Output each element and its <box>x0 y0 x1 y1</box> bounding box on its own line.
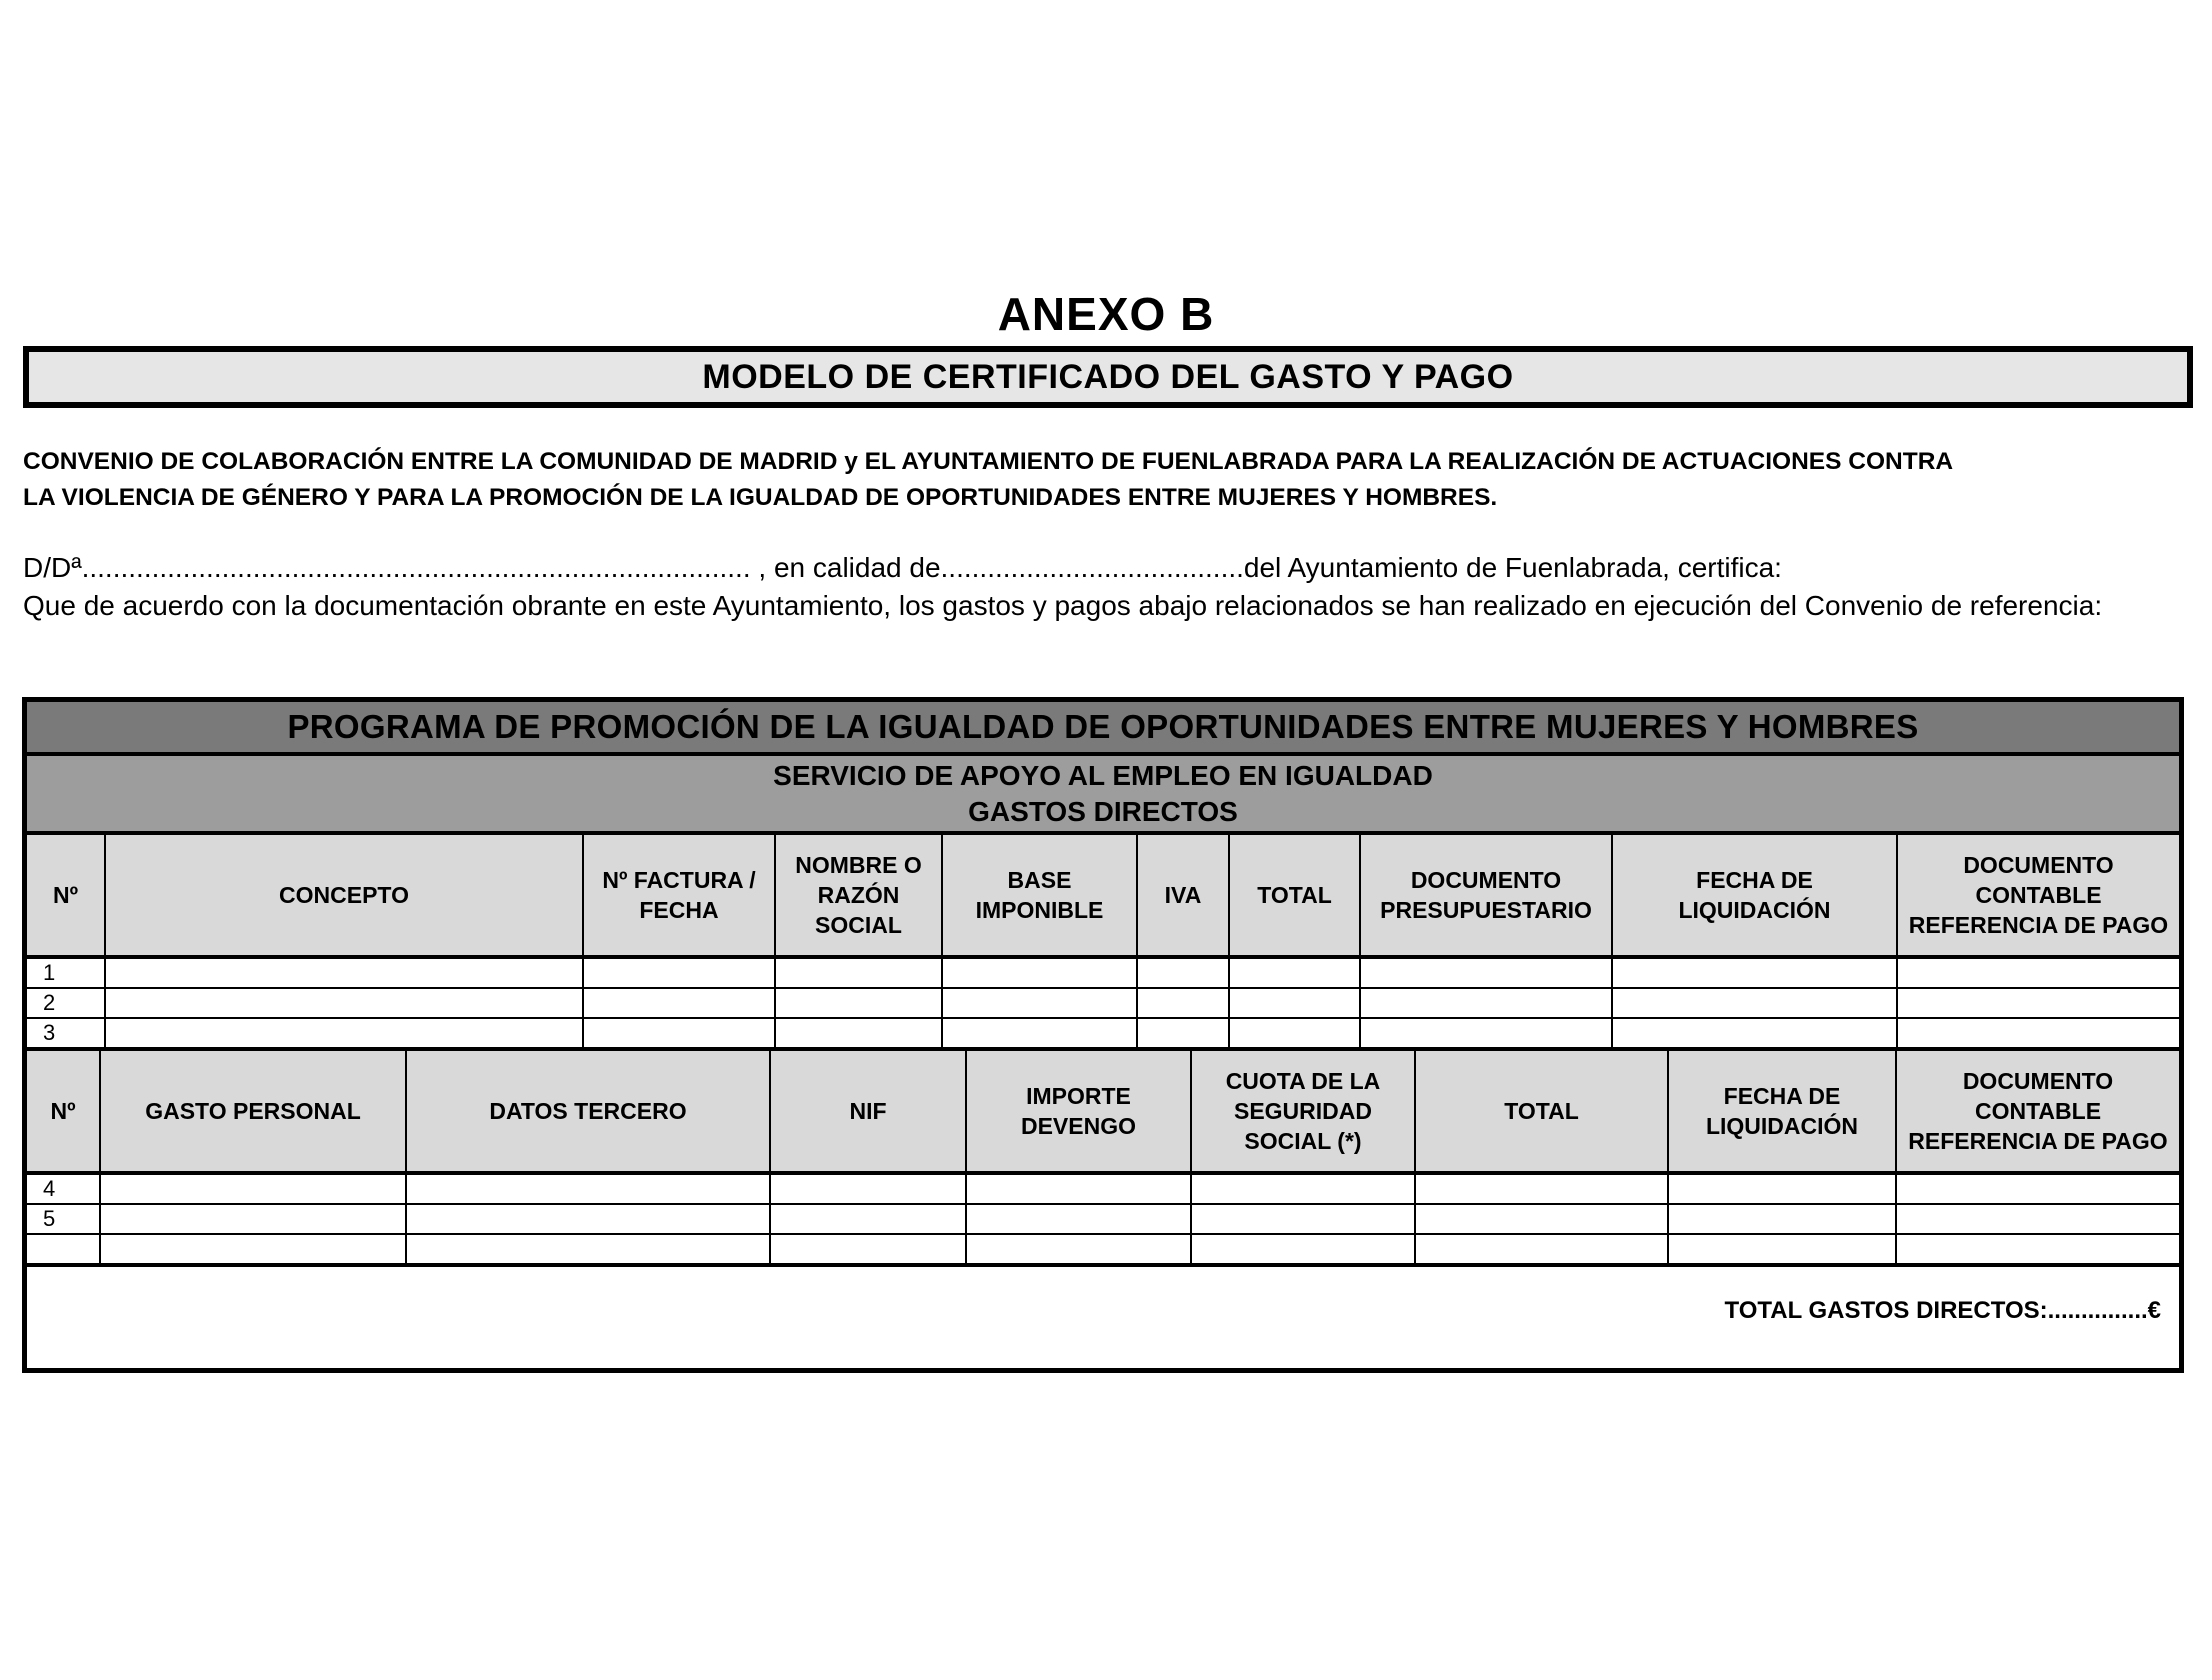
documento-contable-cell[interactable] <box>1897 988 2179 1018</box>
base-imponible-cell[interactable] <box>942 1018 1137 1049</box>
total-row <box>27 1265 2179 1357</box>
nif-cell[interactable] <box>770 1234 966 1264</box>
table-row <box>27 1204 2179 1234</box>
total-cell[interactable] <box>1415 1173 1668 1204</box>
datos-tercero-cell[interactable] <box>406 1173 770 1204</box>
fecha-liquidacion-cell[interactable] <box>1612 957 1897 988</box>
documento-presupuestario-cell[interactable] <box>1360 957 1612 988</box>
column-header: IMPORTE DEVENGO <box>966 1051 1191 1173</box>
iva-cell[interactable] <box>1137 957 1229 988</box>
total-gastos-directos: TOTAL GASTOS DIRECTOS:...............€ <box>1724 1297 2161 1324</box>
column-header: NIF <box>770 1051 966 1173</box>
column-header: Nº FACTURA / FECHA <box>583 835 775 957</box>
column-header: CONCEPTO <box>105 835 583 957</box>
column-header: Nº <box>27 1051 100 1173</box>
row-number: 3 <box>27 1018 105 1049</box>
cuota-seguridad-social-cell[interactable] <box>1191 1173 1415 1204</box>
concepto-cell[interactable] <box>105 957 583 988</box>
fecha-liquidacion-cell[interactable] <box>1668 1204 1896 1234</box>
documento-contable-cell[interactable] <box>1896 1204 2179 1234</box>
row-number: 5 <box>27 1204 100 1234</box>
table-row <box>27 988 2179 1018</box>
document-subtitle <box>23 346 2193 408</box>
gasto-personal-cell[interactable] <box>100 1234 406 1264</box>
table-row <box>27 1018 2179 1049</box>
subtitle-text: MODELO DE CERTIFICADO DEL GASTO Y PAGO <box>702 357 1514 396</box>
column-header: BASE IMPONIBLE <box>942 835 1137 957</box>
service-title: SERVICIO DE APOYO AL EMPLEO EN IGUALDAD <box>773 759 1433 791</box>
column-header: DATOS TERCERO <box>406 1051 770 1173</box>
iva-cell[interactable] <box>1137 988 1229 1018</box>
fecha-liquidacion-cell[interactable] <box>1668 1173 1896 1204</box>
iva-cell[interactable] <box>1137 1018 1229 1049</box>
fecha-liquidacion-cell[interactable] <box>1612 1018 1897 1049</box>
column-header: TOTAL <box>1229 835 1360 957</box>
documento-contable-cell[interactable] <box>1896 1173 2179 1204</box>
cuota-seguridad-social-cell[interactable] <box>1191 1204 1415 1234</box>
importe-devengo-cell[interactable] <box>966 1204 1191 1234</box>
base-imponible-cell[interactable] <box>942 988 1137 1018</box>
importe-devengo-cell[interactable] <box>966 1234 1191 1264</box>
column-header: TOTAL <box>1415 1051 1668 1173</box>
page-title: ANEXO B <box>997 288 1215 340</box>
column-header: FECHA DE LIQUIDACIÓN <box>1612 835 1897 957</box>
fecha-liquidacion-cell[interactable] <box>1668 1234 1896 1264</box>
total-cell[interactable] <box>1415 1234 1668 1264</box>
service-header <box>27 756 2179 835</box>
factura-cell[interactable] <box>583 988 775 1018</box>
gasto-personal-cell[interactable] <box>100 1204 406 1234</box>
razon-social-cell[interactable] <box>775 1018 942 1049</box>
table-row <box>27 1173 2179 1204</box>
total-cell[interactable] <box>1229 957 1360 988</box>
program-title: PROGRAMA DE PROMOCIÓN DE LA IGUALDAD DE OPORTUNIDADES ENTRE MUJERES Y HOMBRES <box>27 702 2179 756</box>
documento-contable-cell[interactable] <box>1897 957 2179 988</box>
column-header: DOCUMENTO PRESUPUESTARIO <box>1360 835 1612 957</box>
total-cell[interactable] <box>1229 988 1360 1018</box>
documento-contable-cell[interactable] <box>1897 1018 2179 1049</box>
datos-tercero-cell[interactable] <box>406 1234 770 1264</box>
documento-presupuestario-cell[interactable] <box>1360 988 1612 1018</box>
row-number <box>27 1234 100 1264</box>
section-title: GASTOS DIRECTOS <box>968 795 1238 827</box>
gasto-personal-cell[interactable] <box>100 1173 406 1204</box>
personnel-expenses-table <box>27 1051 2179 1265</box>
certification-text <box>23 549 2193 625</box>
column-header: GASTO PERSONAL <box>100 1051 406 1173</box>
table-header-row <box>27 1051 2179 1173</box>
factura-cell[interactable] <box>583 1018 775 1049</box>
row-number: 1 <box>27 957 105 988</box>
row-number: 2 <box>27 988 105 1018</box>
convenio-line: CONVENIO DE COLABORACIÓN ENTRE LA COMUNIDAD DE MADRID y EL AYUNTAMIENTO DE FUENLABRADA PARA LA REALIZACIÓN DE ACTUACIONES CONTRA <box>23 448 1954 475</box>
base-imponible-cell[interactable] <box>942 957 1137 988</box>
razon-social-cell[interactable] <box>775 988 942 1018</box>
certifier-line: D/Dª...................................................................................... , en calidad de.......................................del Ayuntamiento de Fuenlabrada, certifica: <box>23 552 1782 583</box>
invoice-expenses-table <box>27 835 2179 1051</box>
column-header: IVA <box>1137 835 1229 957</box>
table-header-row <box>27 835 2179 957</box>
factura-cell[interactable] <box>583 957 775 988</box>
row-number: 4 <box>27 1173 100 1204</box>
cuota-seguridad-social-cell[interactable] <box>1191 1234 1415 1264</box>
fecha-liquidacion-cell[interactable] <box>1612 988 1897 1018</box>
datos-tercero-cell[interactable] <box>406 1204 770 1234</box>
column-header: CUOTA DE LA SEGURIDAD SOCIAL (*) <box>1191 1051 1415 1173</box>
convenio-line: LA VIOLENCIA DE GÉNERO Y PARA LA PROMOCIÓN DE LA IGUALDAD DE OPORTUNIDADES ENTRE MUJERES Y HOMBRES. <box>23 484 1498 511</box>
column-header: DOCUMENTO CONTABLE REFERENCIA DE PAGO <box>1896 1051 2179 1173</box>
certification-body: Que de acuerdo con la documentación obrante en este Ayuntamiento, los gastos y pagos abajo relacionados se han realizado en ejecución del Convenio de referencia: <box>23 590 2103 621</box>
documento-contable-cell[interactable] <box>1896 1234 2179 1264</box>
column-header: DOCUMENTO CONTABLE REFERENCIA DE PAGO <box>1897 835 2179 957</box>
convenio-heading <box>23 444 2193 516</box>
column-header: NOMBRE O RAZÓN SOCIAL <box>775 835 942 957</box>
table-row <box>27 1234 2179 1264</box>
total-cell[interactable] <box>1229 1018 1360 1049</box>
documento-presupuestario-cell[interactable] <box>1360 1018 1612 1049</box>
concepto-cell[interactable] <box>105 1018 583 1049</box>
razon-social-cell[interactable] <box>775 957 942 988</box>
nif-cell[interactable] <box>770 1173 966 1204</box>
table-row <box>27 957 2179 988</box>
concepto-cell[interactable] <box>105 988 583 1018</box>
column-header: Nº <box>27 835 105 957</box>
column-header: FECHA DE LIQUIDACIÓN <box>1668 1051 1896 1173</box>
expense-table <box>22 697 2184 1373</box>
importe-devengo-cell[interactable] <box>966 1173 1191 1204</box>
total-cell[interactable] <box>1415 1204 1668 1234</box>
nif-cell[interactable] <box>770 1204 966 1234</box>
